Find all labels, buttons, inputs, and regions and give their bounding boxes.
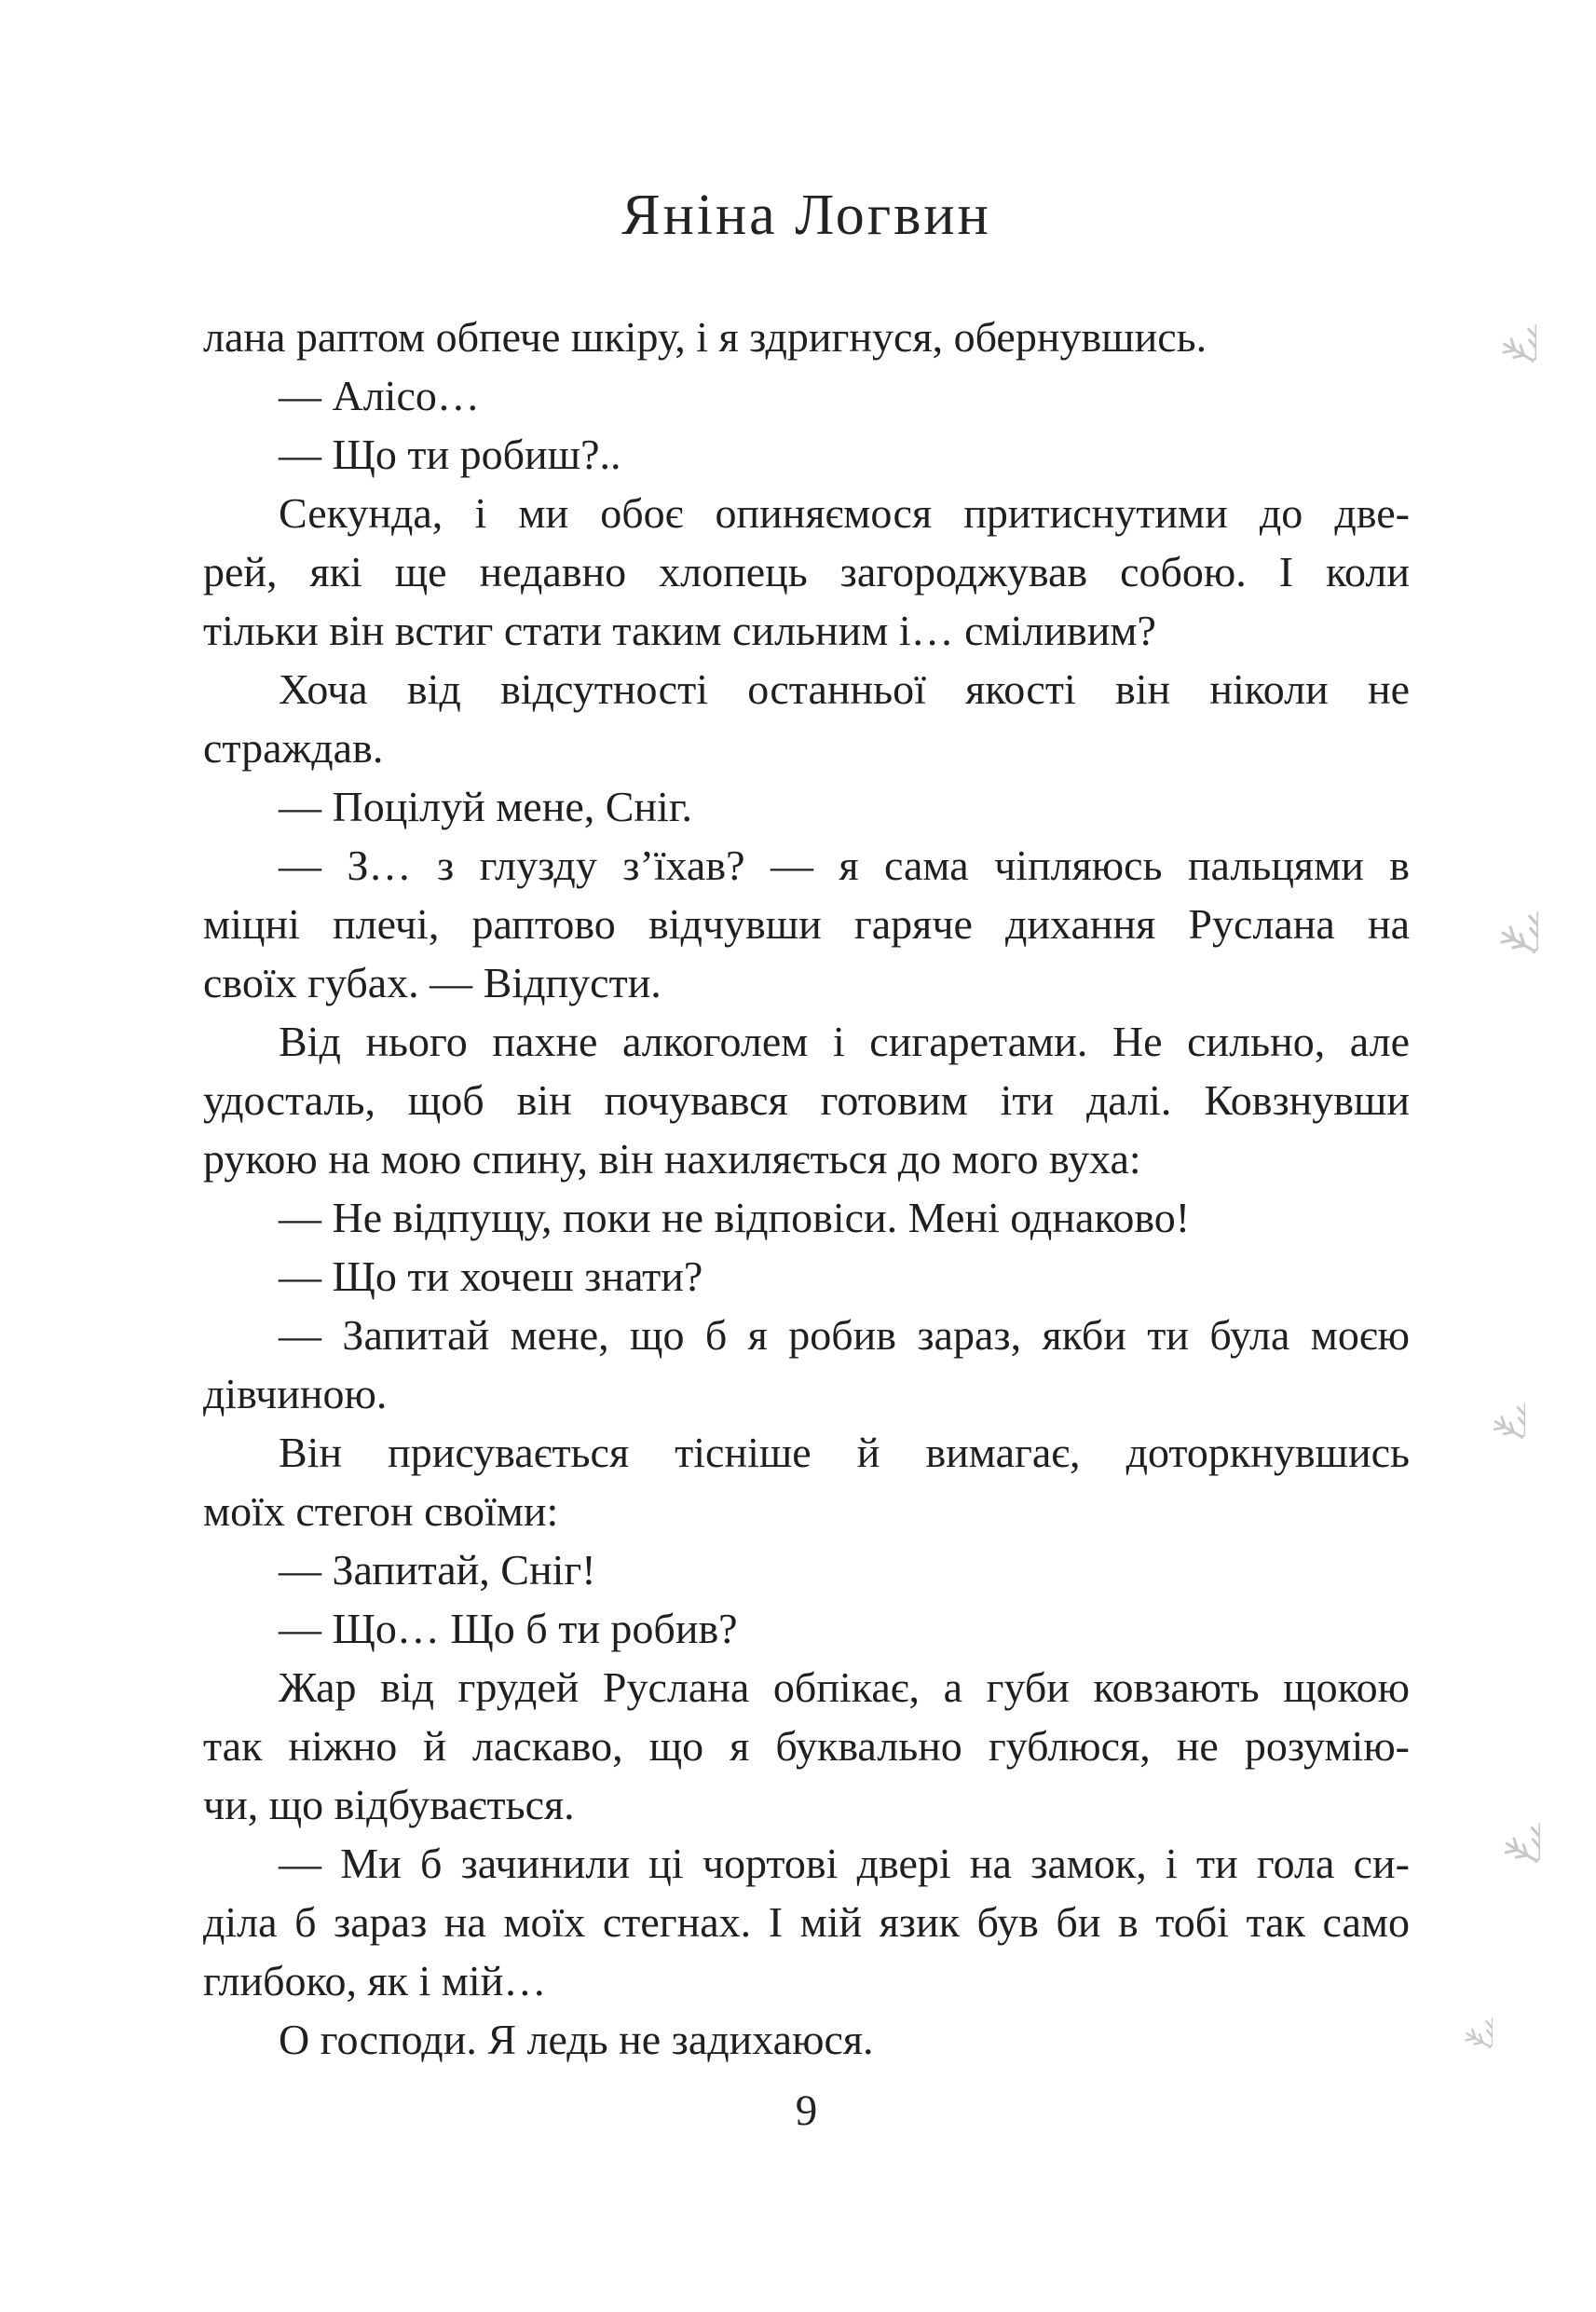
text-line: О господи. Я ледь не задихаюся. bbox=[279, 2016, 874, 2063]
text-line: тільки він встиг стати таким сильним і… сміливим? bbox=[203, 607, 1156, 654]
snowflake-icon bbox=[1445, 1359, 1525, 1439]
text-line: так ніжно й ласкаво, що я буквально гублюся, не розумію- bbox=[203, 1722, 1410, 1770]
text-line: Він присувається тісніше й вимагає, доторкнувшись bbox=[279, 1429, 1410, 1476]
text-line: Хоча від відсутності останньої якості він ніколи не bbox=[279, 665, 1410, 713]
paragraph bbox=[203, 2010, 1410, 2069]
paragraph bbox=[203, 1247, 1410, 1306]
paragraph bbox=[203, 777, 1410, 836]
text-line: глибоко, як і мій… bbox=[203, 1957, 547, 2004]
running-header bbox=[203, 183, 1410, 249]
text-line: удосталь, щоб він почувався готовим іти далі. Ковзнувши bbox=[203, 1076, 1410, 1124]
text-line: лана раптом обпече шкіру, і я здригнуся, обернувшись. bbox=[203, 313, 1207, 361]
paragraph bbox=[203, 1834, 1410, 2010]
text-line: Секунда, і ми обоє опиняємося притиснутими до две- bbox=[279, 489, 1410, 537]
paragraph bbox=[203, 308, 1410, 366]
snowflake-icon bbox=[1443, 858, 1538, 953]
text-line: діла б зараз на моїх стегнах. І мій язик був би в тобі так само bbox=[203, 1898, 1410, 1946]
text-line: дівчиною. bbox=[203, 1370, 388, 1417]
paragraph bbox=[203, 1306, 1410, 1423]
text-line: своїх губах. — Відпусти. bbox=[203, 959, 662, 1006]
text-line: — Алісо… bbox=[279, 372, 480, 419]
text-line: — Що ти хочеш знати? bbox=[279, 1252, 703, 1300]
author-name: Яніна Логвин bbox=[621, 184, 991, 247]
paragraph bbox=[203, 1423, 1410, 1540]
paragraph bbox=[203, 1599, 1410, 1658]
paragraph bbox=[203, 1540, 1410, 1599]
paragraph bbox=[203, 660, 1410, 777]
paragraph bbox=[203, 484, 1410, 660]
paragraph bbox=[203, 1658, 1410, 1834]
snowflake-icon bbox=[1424, 1979, 1493, 2048]
snowflake-icon bbox=[1451, 277, 1536, 363]
snowflake-icon bbox=[1451, 1773, 1540, 1863]
body-text bbox=[203, 308, 1410, 2069]
text-line: рукою на мою спину, він нахиляється до мого вуха: bbox=[203, 1135, 1141, 1183]
text-line: страждав. bbox=[203, 724, 384, 772]
text-line: — З… з глузду з’їхав? — я сама чіпляюсь пальцями в bbox=[279, 841, 1410, 889]
text-line: моїх стегон своїми: bbox=[203, 1487, 559, 1535]
text-line: Жар від грудей Руслана обпікає, а губи ковзають щокою bbox=[279, 1663, 1410, 1711]
paragraph bbox=[203, 425, 1410, 484]
text-line: чи, що відбувається. bbox=[203, 1781, 575, 1828]
text-line: — Що… Що б ти робив? bbox=[279, 1605, 738, 1652]
paragraph bbox=[203, 366, 1410, 425]
paragraph bbox=[203, 1012, 1410, 1188]
paragraph bbox=[203, 836, 1410, 1012]
text-line: Від нього пахне алкоголем і сигаретами. Не сильно, але bbox=[279, 1018, 1410, 1065]
text-line: — Поцілуй мене, Сніг. bbox=[279, 783, 693, 830]
text-line: міцні плечі, раптово відчувши гаряче дихання Руслана на bbox=[203, 900, 1410, 948]
text-line: — Запитай, Сніг! bbox=[279, 1546, 596, 1594]
paragraph bbox=[203, 1188, 1410, 1247]
page-number: 9 bbox=[795, 2086, 818, 2135]
text-line: — Не відпущу, поки не відповіси. Мені однаково! bbox=[279, 1194, 1191, 1241]
text-line: — Запитай мене, що б я робив зараз, якби ти була моєю bbox=[279, 1311, 1410, 1359]
text-line: — Ми б зачинили ці чортові двері на замок, і ти гола си- bbox=[279, 1840, 1410, 1887]
text-line: — Що ти робиш?.. bbox=[279, 431, 621, 478]
text-line: рей, які ще недавно хлопець загороджував собою. І коли bbox=[203, 548, 1410, 595]
